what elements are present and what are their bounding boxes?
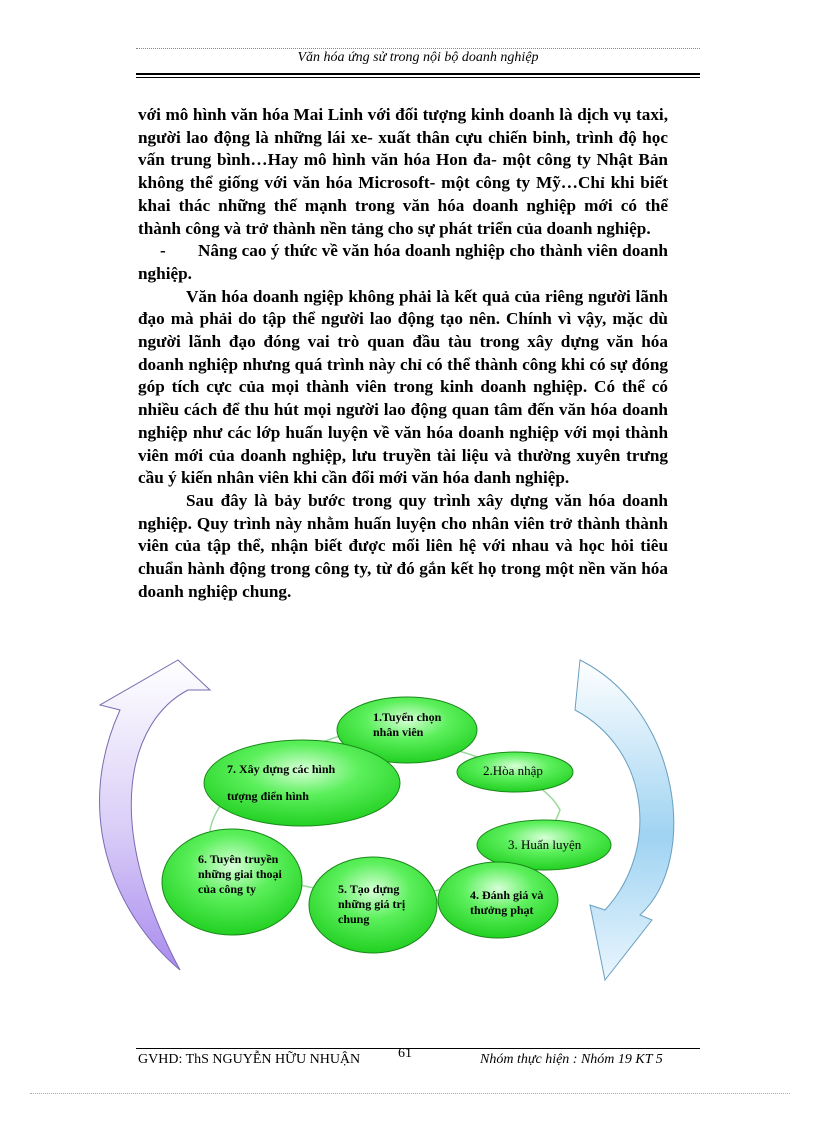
step-6-line3: của công ty bbox=[198, 882, 256, 896]
step-5-line1: 5. Tạo dựng bbox=[338, 882, 400, 896]
footer-group: Nhóm thực hiện : Nhóm 19 KT 5 bbox=[480, 1052, 663, 1067]
paragraph-4: Sau đây là bảy bước trong quy trình xây dựng văn hóa doanh nghiệp. Quy trình này nhằm huấn luyện cho nhân viên trở thành thành viên của tập thể, nhận biết được mối liên hệ với nhau và học hỏi tiêu chuẩn hành động trong công ty, từ đó gắn kết họ trong một nền văn hóa doanh nghiệp chung. bbox=[138, 490, 668, 601]
step-4-line1: 4. Đánh giá và bbox=[470, 888, 544, 902]
right-curved-arrow bbox=[575, 660, 674, 980]
bullet-item bbox=[138, 240, 668, 285]
step-2-label bbox=[483, 763, 543, 778]
footer-rule bbox=[136, 1048, 700, 1049]
step-3-label bbox=[508, 837, 581, 852]
page-header-title: Văn hóa ứng sử trong nội bộ doanh nghiệp bbox=[297, 50, 539, 65]
body-text bbox=[138, 104, 668, 603]
bullet-text: Nâng cao ý thức về văn hóa doanh nghiệp cho thành viên doanh nghiệp. bbox=[138, 241, 668, 283]
step-5-line2: những giá trị bbox=[338, 897, 406, 911]
paragraph-3: Văn hóa doanh ngiệp không phải là kết quả của riêng người lãnh đạo mà phải do tập thể người lao động tạo nên. Chính vì vậy, mặc dù người lãnh đạo đóng vai trò quan đầu tàu trong xây dựng văn hóa doanh nghiệp nhưng quá trình này chỉ có thể thành công khi có sự đóng góp tích cực của mọi thành viên trong kinh doanh nghiệp. Có thể có nhiều cách để thu hút mọi người lao động quan tâm đến văn hóa doanh nghiệp như các lớp huấn luyện về văn hóa doanh nghiệp với mọi thành viên mới của doanh nghiệp, lưu truyền tài liệu và thường xuyên trưng cầu ý kiến nhân viên khi cần đổi mới văn hóa danh nghiệp. bbox=[138, 286, 668, 488]
bullet-dash: - bbox=[160, 241, 166, 261]
paragraph-1: với mô hình văn hóa Mai Linh với đối tượng kinh doanh là dịch vụ taxi, người lao động là những lái xe- xuất thân cựu chiến binh, trình độ học vấn trung bình…Hay mô hình văn hóa Hon đa- một công ty Nhật Bản không thể giống với văn hóa Microsoft- một công ty Mỹ…Chỉ khi biết khai thác những thế mạnh trong văn hóa doanh nghiệp mới có thể thành công và trở thành nền tảng cho sự phát triển của doanh nghiệp. bbox=[138, 105, 668, 238]
page-number: 61 bbox=[398, 1046, 412, 1061]
step-1-line1: 1.Tuyển chọn bbox=[373, 710, 442, 724]
diagram-graphics bbox=[60, 650, 700, 1020]
process-diagram bbox=[60, 650, 700, 1020]
step-6-label bbox=[198, 852, 282, 897]
step-4-label bbox=[470, 888, 543, 918]
step-1-line2: nhân viên bbox=[373, 725, 424, 739]
step-5-label bbox=[338, 882, 405, 927]
step-7-line1: 7. Xây dựng các hình bbox=[227, 762, 336, 776]
footer-supervisor: GVHD: ThS NGUYỄN HỮU NHUẬN bbox=[138, 1052, 361, 1067]
step-6-line2: những giai thoại bbox=[198, 867, 282, 881]
step-5-line3: chung bbox=[338, 912, 370, 926]
step-1-label bbox=[373, 710, 441, 740]
step-3-line1: 3. Huấn luyện bbox=[508, 837, 582, 852]
header-rule-thin bbox=[136, 77, 700, 78]
header-rule bbox=[136, 73, 700, 75]
page-border-top bbox=[136, 48, 700, 49]
page-border-bottom bbox=[30, 1093, 790, 1094]
step-6-line1: 6. Tuyên truyền bbox=[198, 852, 279, 866]
step-7-label bbox=[227, 762, 335, 804]
step-2-line1: 2.Hòa nhập bbox=[483, 763, 543, 778]
step-4-line2: thưởng phạt bbox=[470, 903, 534, 917]
step-7-line2: tượng điển hình bbox=[227, 789, 309, 803]
